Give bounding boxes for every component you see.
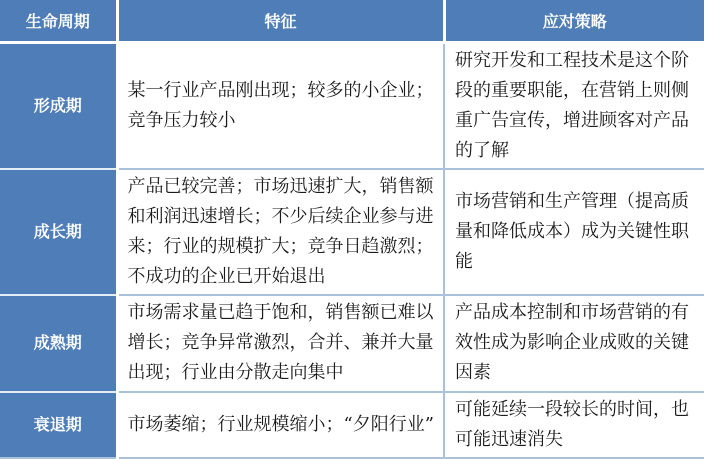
table-row-formation [0, 42, 704, 169]
table-row-maturity [0, 295, 704, 392]
features-cell: 市场需求量已趋于饱和，销售额已难以增长；竞争异常激烈，合并、兼并大量出现；行业由分散走向集中 [117, 295, 444, 392]
table-header-row [0, 0, 704, 42]
strategy-cell: 市场营销和生产管理（提高质量和降低成本）成为关键性职能 [444, 169, 704, 295]
strategy-cell: 产品成本控制和市场营销的有效性成为影响企业成败的关键因素 [444, 295, 704, 392]
stage-cell: 形成期 [0, 42, 117, 169]
strategy-cell: 可能延续一段较长的时间，也可能迅速消失 [444, 392, 704, 458]
stage-cell: 成熟期 [0, 295, 117, 392]
header-cell-strategy: 应对策略 [444, 0, 704, 42]
stage-cell: 成长期 [0, 169, 117, 295]
header-cell-lifecycle: 生命周期 [0, 0, 117, 42]
strategy-cell: 研究开发和工程技术是这个阶段的重要职能，在营销上则侧重广告宣传，增进顾客对产品的了解 [444, 42, 704, 169]
table-row-decline [0, 392, 704, 458]
features-cell: 市场萎缩；行业规模缩小；“夕阳行业” [117, 392, 444, 458]
header-cell-features: 特征 [117, 0, 444, 42]
features-cell: 某一行业产品刚出现；较多的小企业；竞争压力较小 [117, 42, 444, 169]
stage-cell: 衰退期 [0, 392, 117, 458]
features-cell: 产品已较完善；市场迅速扩大，销售额和利润迅速增长；不少后续企业参与进来；行业的规模扩大；竞争日趋激烈；不成功的企业已开始退出 [117, 169, 444, 295]
table-row-growth [0, 169, 704, 295]
